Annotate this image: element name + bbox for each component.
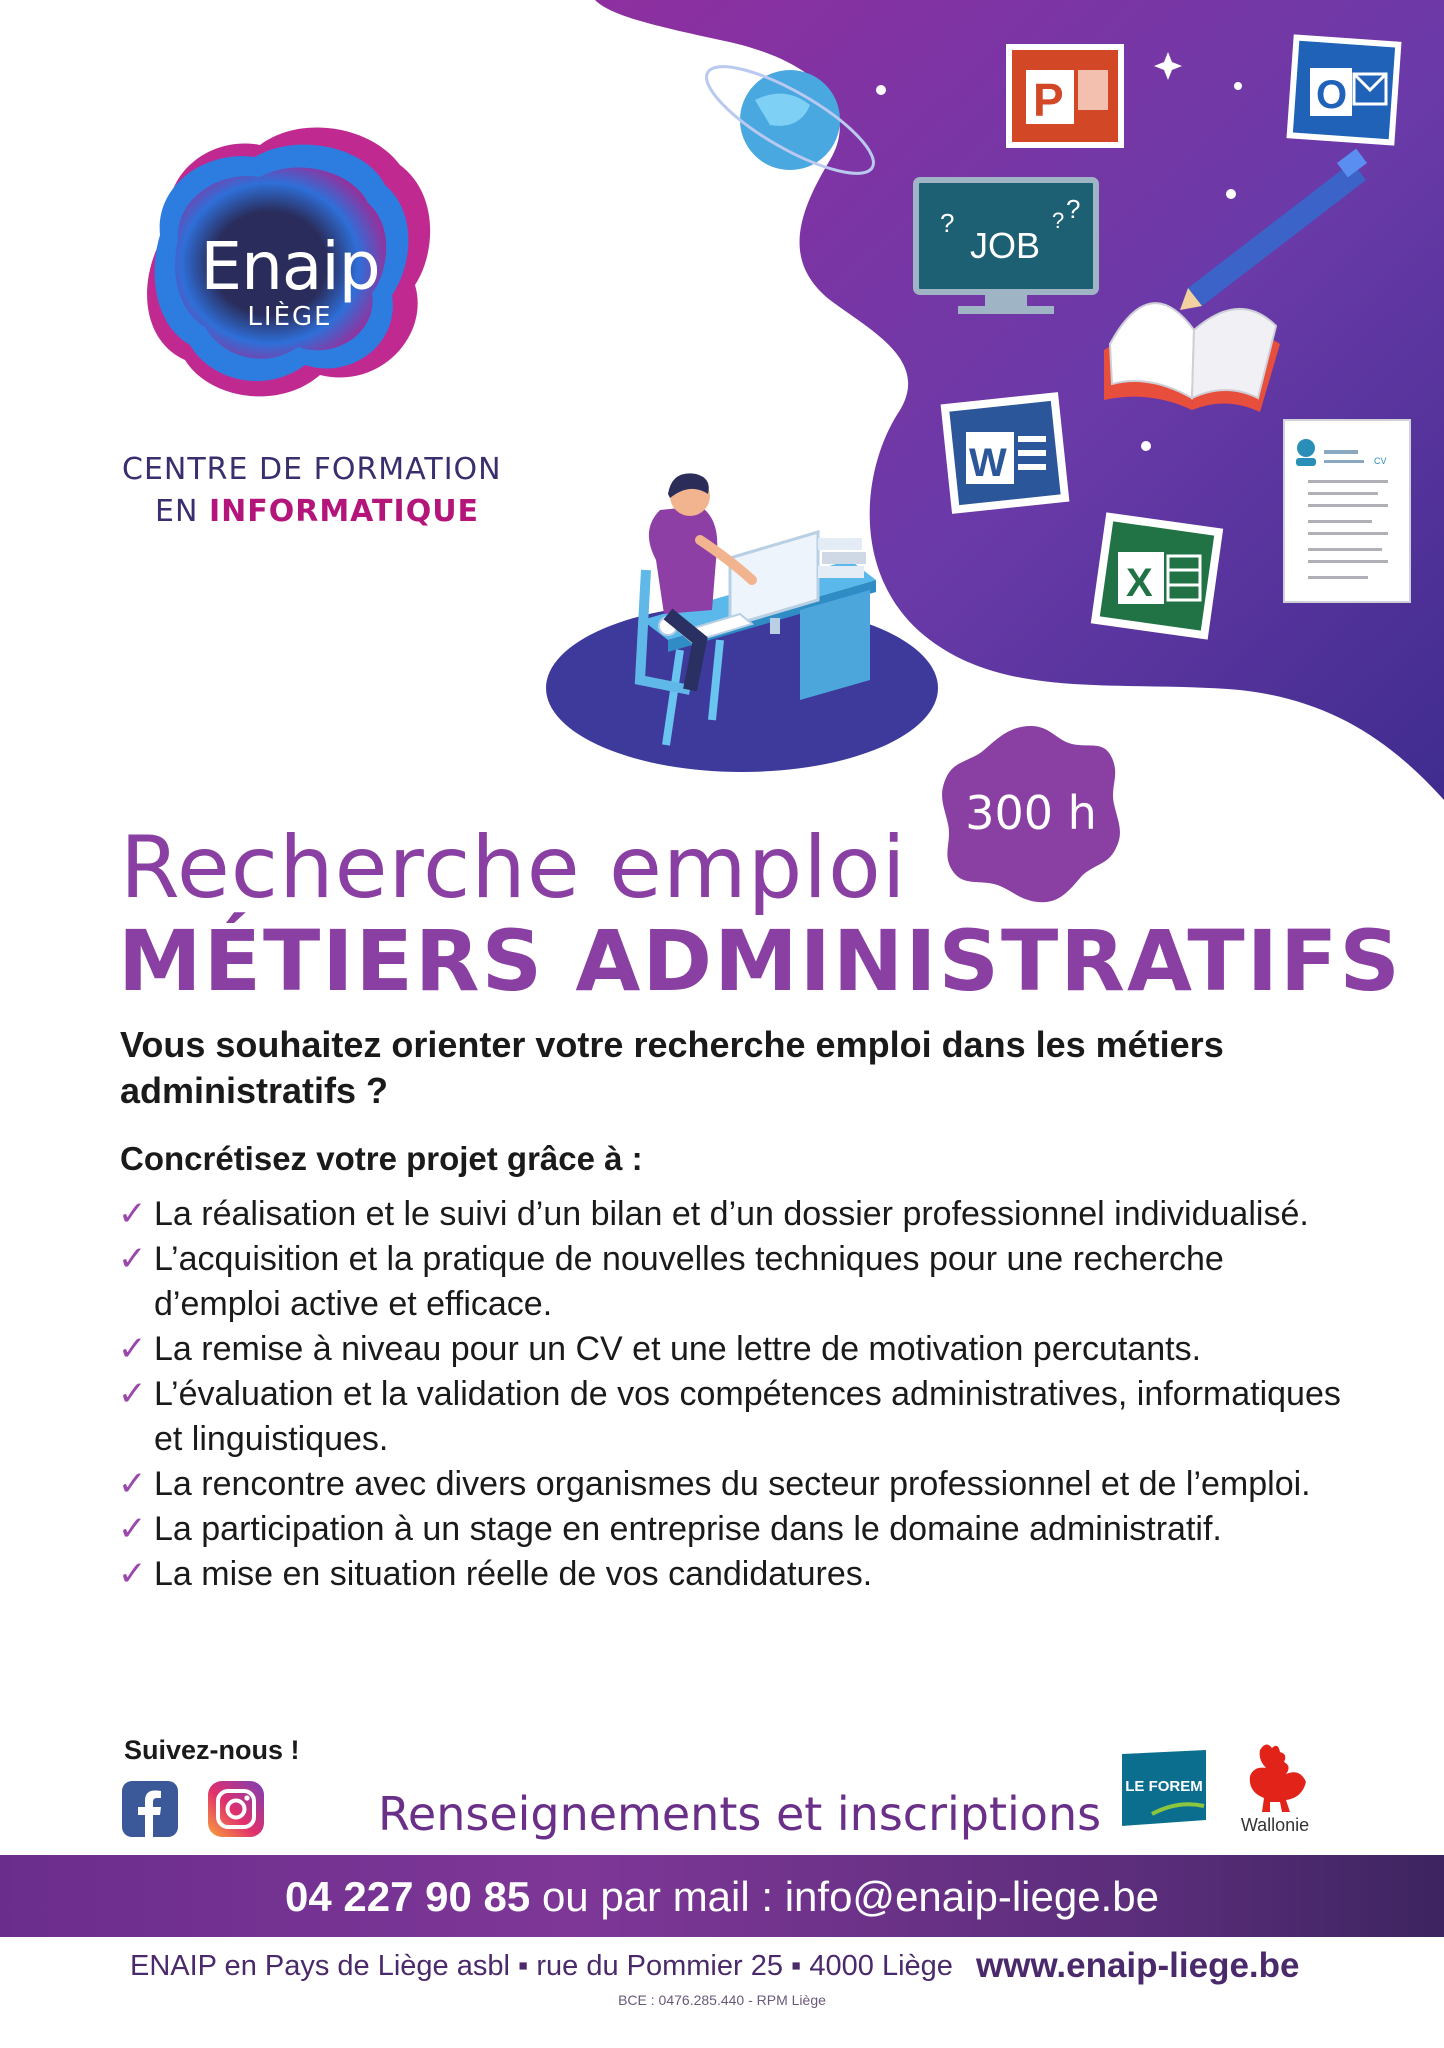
logo-name: Enaip xyxy=(200,228,380,305)
instagram-icon[interactable] xyxy=(208,1781,264,1837)
list-item: ✓ L’évaluation et la validation de vos compétences administratives, informatiques et linguistiques. xyxy=(118,1372,1348,1462)
svg-text:W: W xyxy=(969,441,1007,485)
checkmark-icon: ✓ xyxy=(118,1375,147,1413)
phone-number[interactable]: 04 227 90 85 xyxy=(285,1873,531,1920)
info-registration-title: Renseignements et inscriptions xyxy=(378,1787,1102,1841)
outlook-icon xyxy=(1287,34,1402,145)
logo-city: LIÈGE xyxy=(247,302,333,332)
tagline-emphasis: INFORMATIQUE xyxy=(208,494,480,529)
svg-text:?: ? xyxy=(940,208,955,238)
footer-street: rue du Pommier 25 xyxy=(536,1950,783,1982)
svg-text:CV: CV xyxy=(1374,456,1387,466)
footer-address xyxy=(130,1950,953,1983)
contact-line xyxy=(0,1873,1444,1921)
tagline-line2 xyxy=(155,494,479,529)
facebook-icon[interactable] xyxy=(122,1781,178,1837)
footer-city: 4000 Liège xyxy=(809,1950,953,1982)
checkmark-icon: ✓ xyxy=(118,1330,147,1368)
checkmark-icon: ✓ xyxy=(118,1240,147,1278)
footer-separator: ▪ xyxy=(518,1950,529,1982)
svg-text:O: O xyxy=(1316,73,1348,117)
website-link[interactable]: www.enaip-liege.be xyxy=(976,1946,1300,1985)
svg-text:?: ? xyxy=(1052,208,1065,233)
list-item: ✓ La remise à niveau pour un CV et une lettre de motivation percutants. xyxy=(118,1327,1348,1372)
follow-us-label: Suivez-nous ! xyxy=(124,1735,300,1765)
footer-org: ENAIP en Pays de Liège asbl xyxy=(130,1950,510,1982)
list-item: ✓ L’acquisition et la pratique de nouvelles techniques pour une recherche d’emploi active et efficace. xyxy=(118,1237,1348,1327)
benefits-list xyxy=(118,1192,1348,1597)
list-item: ✓ La rencontre avec divers organismes du secteur professionnel et de l’emploi. xyxy=(118,1462,1348,1507)
job-screen-icon xyxy=(916,180,1096,314)
hours-badge: 300 h xyxy=(965,786,1097,840)
checkmark-icon: ✓ xyxy=(118,1555,147,1593)
checkmark-icon: ✓ xyxy=(118,1465,147,1503)
checkmark-icon: ✓ xyxy=(118,1510,147,1548)
benefits-lead: Concrétisez votre projet grâce à : xyxy=(120,1140,643,1177)
list-item: ✓ La réalisation et le suivi d’un bilan et d’un dossier professionnel individualisé. xyxy=(118,1192,1348,1237)
page-title-line1: Recherche emploi xyxy=(120,818,907,918)
svg-text:?: ? xyxy=(1066,194,1081,224)
contact-connector: ou par mail : xyxy=(541,1873,774,1920)
footer-separator: ▪ xyxy=(791,1950,802,1982)
tagline-prefix: EN xyxy=(155,494,199,529)
email-link[interactable]: info@enaip-liege.be xyxy=(784,1873,1159,1920)
svg-text:X: X xyxy=(1126,561,1153,605)
excel-icon xyxy=(1091,512,1223,639)
footer-legal: BCE : 0476.285.440 - RPM Liège xyxy=(618,1992,826,2008)
svg-text:JOB: JOB xyxy=(970,225,1041,266)
wallonie-rooster-icon xyxy=(1240,1740,1310,1816)
wallonie-label: Wallonie xyxy=(1240,1815,1310,1835)
svg-text:P: P xyxy=(1033,74,1064,126)
list-item: ✓ La mise en situation réelle de vos candidatures. xyxy=(118,1552,1348,1597)
cv-document-icon xyxy=(1284,420,1410,602)
le-forem-label: LE FOREM xyxy=(1125,1778,1203,1795)
intro-question: Vous souhaitez orienter votre recherche emploi dans les métiers administratifs ? xyxy=(120,1024,1224,1111)
powerpoint-icon xyxy=(1006,44,1124,148)
list-item: ✓ La participation à un stage en entreprise dans le domaine administratif. xyxy=(118,1507,1348,1552)
tagline-line1: CENTRE DE FORMATION xyxy=(122,452,502,487)
word-icon xyxy=(941,392,1070,514)
page-title-line2: MÉTIERS ADMINISTRATIFS xyxy=(118,912,1402,1010)
checkmark-icon: ✓ xyxy=(118,1195,147,1233)
